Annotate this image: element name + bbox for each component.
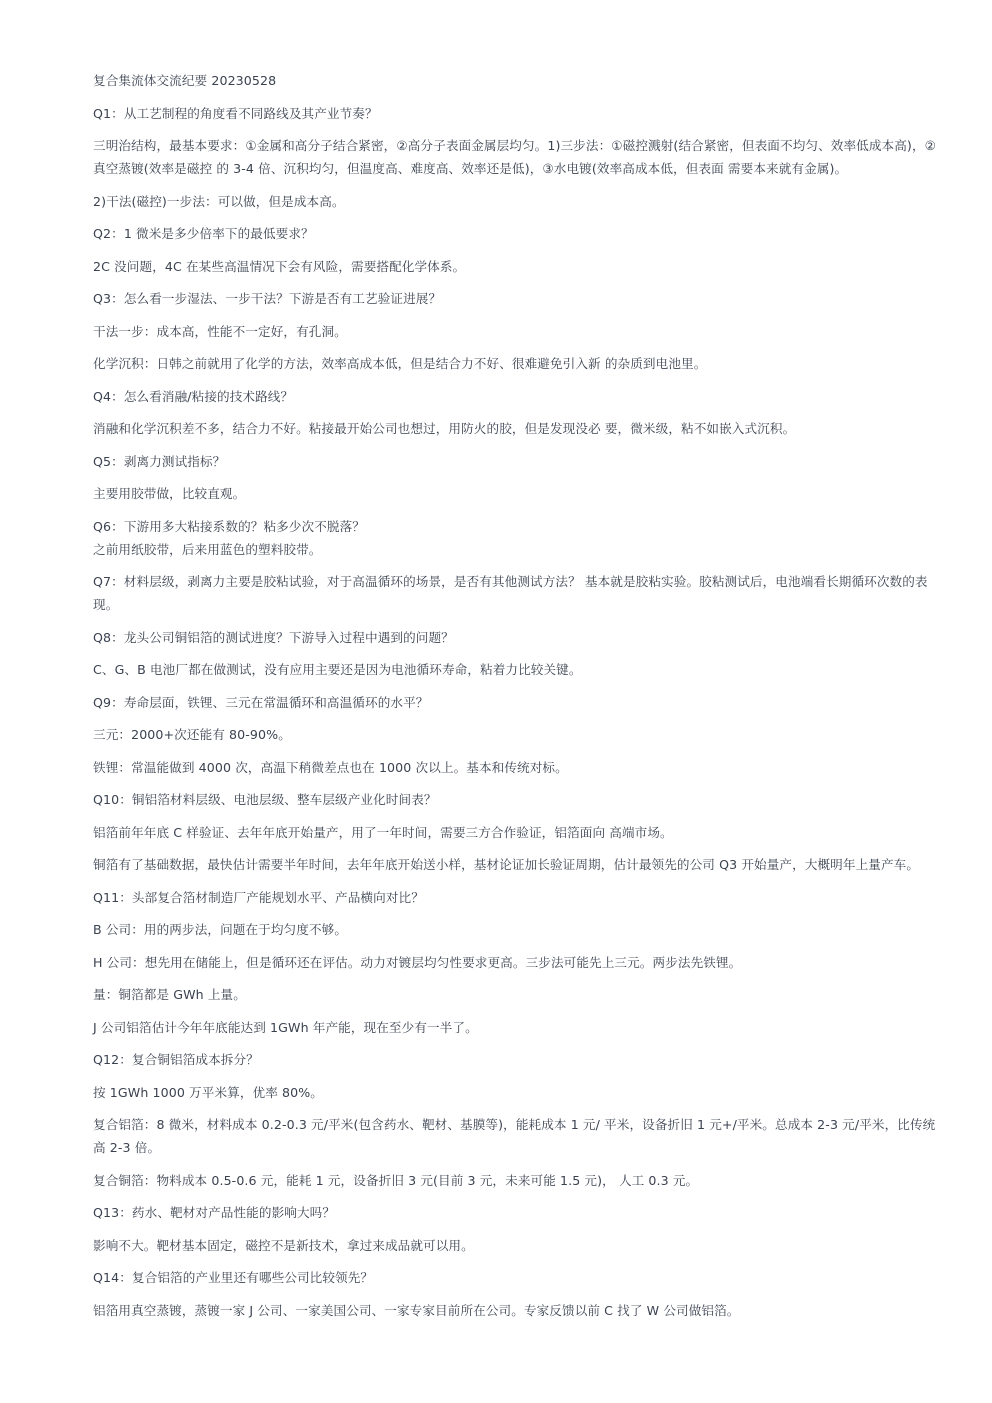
- question-q10: Q10：铜铝箔材料层级、电池层级、整车层级产业化时间表？: [93, 792, 437, 807]
- question-q8: Q8：龙头公司铜铝箔的测试进度？下游导入过程中遇到的问题？: [93, 629, 454, 645]
- answer-paragraph: 2)干法(磁控)一步法：可以做，但是成本高。: [93, 193, 345, 209]
- question-q6: Q6：下游用多大粘接系数的？粘多少次不脱落？: [93, 518, 365, 534]
- answer-paragraph: 铜箔有了基础数据，最快估计需要半年时间，去年年底开始送小样，基材论证加长验证周期，估计最领先的公司 Q3 开始量产，大概明年上量产车。: [93, 857, 920, 872]
- answer-paragraph: 铝箔用真空蒸镀，蒸镀一家 J 公司、一家美国公司、一家专家目前所在公司。专家反馈以前 C 找了 W 公司做铝箔。: [93, 1302, 740, 1318]
- question-q4: Q4：怎么看消融/粘接的技术路线？: [93, 388, 294, 404]
- answer-paragraph: J 公司铝箔估计今年年底能达到 1GWh 年产能，现在至少有一半了。: [93, 1019, 478, 1035]
- answer-paragraph: 2C 没问题，4C 在某些高温情况下会有风险，需要搭配化学体系。: [93, 258, 466, 274]
- document-body: [93, 69, 943, 1331]
- document-title: 复合集流体交流纪要 20230528: [93, 73, 277, 88]
- answer-paragraph: 复合铜箔：物料成本 0.5-0.6 元，能耗 1 元，设备折旧 3 元(目前 3 元，未来可能 1.5 元)， 人工 0.3 元。: [93, 1172, 699, 1188]
- answer-paragraph: 量：铜箔都是 GWh 上量。: [93, 987, 246, 1002]
- question-q9: Q9：寿命层面，铁锂、三元在常温循环和高温循环的水平？: [93, 694, 429, 710]
- answer-paragraph: 之前用纸胶带，后来用蓝色的塑料胶带。: [93, 541, 322, 557]
- answer-paragraph: 主要用胶带做，比较直观。: [93, 486, 246, 501]
- answer-paragraph: C、G、B 电池厂都在做测试，没有应用主要还是因为电池循环寿命，粘着力比较关键。: [93, 662, 582, 677]
- answer-paragraph: 消融和化学沉积差不多，结合力不好。粘接最开始公司也想过，用防火的胶，但是发现没必 要，微米级，粘不如嵌入式沉积。: [93, 421, 796, 436]
- answer-paragraph: 三明治结构，最基本要求：①金属和高分子结合紧密，②高分子表面金属层均匀。1)三步法：①磁控溅射(结合紧密，但表面不均匀、效率低成本高)，②真空蒸镀(效率是磁控 的 3-4 倍、沉积均匀，但温度高、难度高、效率还是低)，③水电镀(效率高成本低，但表面 需要本来就有金属)。: [93, 138, 937, 176]
- answer-paragraph: 化学沉积：日韩之前就用了化学的方法，效率高成本低，但是结合力不好、很难避免引入新 的杂质到电池里。: [93, 356, 707, 371]
- question-q3: Q3：怎么看一步湿法、一步干法？下游是否有工艺验证进展？: [93, 291, 442, 306]
- answer-paragraph: 影响不大。靶材基本固定，磁控不是新技术，拿过来成品就可以用。: [93, 1237, 474, 1253]
- answer-paragraph: B 公司：用的两步法，问题在于均匀度不够。: [93, 922, 348, 937]
- question-q1: Q1：从工艺制程的角度看不同路线及其产业节奏？: [93, 105, 378, 121]
- answer-paragraph: H 公司：想先用在储能上，但是循环还在评估。动力对镀层均匀性要求更高。三步法可能先上三元。两步法先铁锂。: [93, 954, 742, 970]
- answer-paragraph: 铝箔前年年底 C 样验证、去年年底开始量产，用了一年时间，需要三方合作验证，铝箔面向 高端市场。: [93, 824, 673, 840]
- question-q7: Q7：材料层级，剥离力主要是胶粘试验，对于高温循环的场景，是否有其他测试方法？ 基本就是胶粘实验。胶粘测试后，电池端看长期循环次数的表现。: [93, 574, 928, 612]
- question-q13: Q13：药水、靶材对产品性能的影响大吗？: [93, 1205, 336, 1220]
- answer-paragraph: 按 1GWh 1000 万平米算，优率 80%。: [93, 1084, 324, 1100]
- answer-paragraph: 三元：2000+次还能有 80-90%。: [93, 727, 291, 742]
- question-q14: Q14：复合铝箔的产业里还有哪些公司比较领先？: [93, 1270, 374, 1285]
- answer-paragraph: 干法一步：成本高，性能不一定好，有孔洞。: [93, 323, 347, 339]
- question-q11: Q11：头部复合箔材制造厂产能规划水平、产品横向对比？: [93, 889, 424, 905]
- answer-paragraph: 铁锂：常温能做到 4000 次，高温下稍微差点也在 1000 次以上。基本和传统对标。: [93, 759, 568, 775]
- question-q2: Q2：1 微米是多少倍率下的最低要求？: [93, 226, 314, 241]
- question-q5: Q5：剥离力测试指标？: [93, 453, 226, 469]
- answer-paragraph: 复合铝箔：8 微米，材料成本 0.2-0.3 元/平米(包含药水、靶材、基膜等)，能耗成本 1 元/ 平米，设备折旧 1 元+/平米。总成本 2-3 元/平米，比传统高 2-3 倍。: [93, 1117, 936, 1155]
- question-q12: Q12：复合铜铝箔成本拆分？: [93, 1052, 259, 1067]
